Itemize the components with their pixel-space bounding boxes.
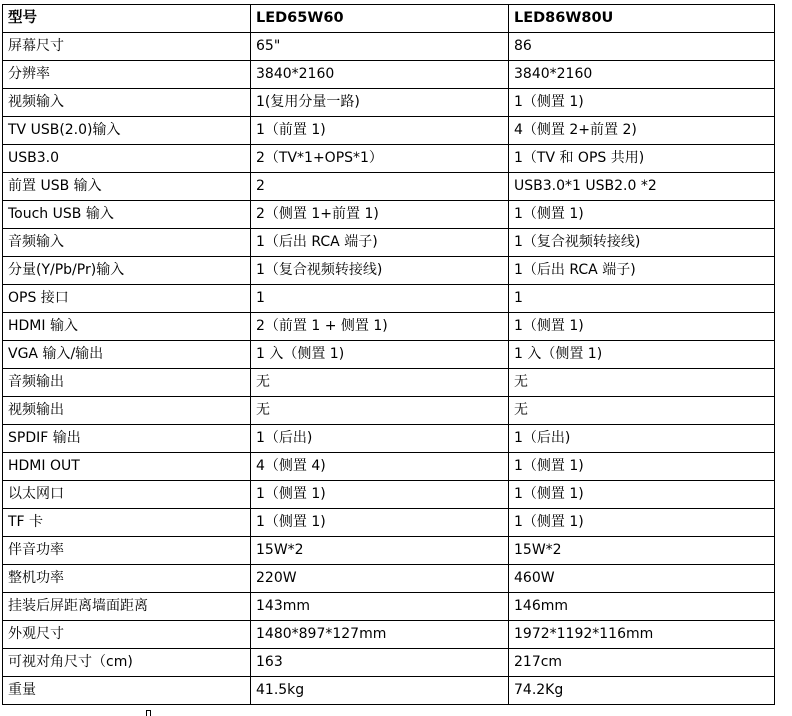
led86w80u-value-cell: 1（复合视频转接线) <box>509 229 775 257</box>
led65w60-value-cell: 4（侧置 4) <box>251 453 509 481</box>
spec-label-cell: 挂装后屏距离墙面距离 <box>3 593 251 621</box>
table-row <box>3 257 775 285</box>
table-row <box>3 285 775 313</box>
led86w80u-value-cell: 无 <box>509 369 775 397</box>
spec-label-cell: TF 卡 <box>3 509 251 537</box>
led86w80u-value-cell: 15W*2 <box>509 537 775 565</box>
led86w80u-value-cell: 1（后出) <box>509 425 775 453</box>
spec-label-cell: 外观尺寸 <box>3 621 251 649</box>
table-row <box>3 201 775 229</box>
spec-label-cell: 前置 USB 输入 <box>3 173 251 201</box>
spec-label-cell: OPS 接口 <box>3 285 251 313</box>
table-row <box>3 397 775 425</box>
led86w80u-value-cell: 无 <box>509 397 775 425</box>
header-cell-model: 型号 <box>3 5 251 33</box>
table-row <box>3 89 775 117</box>
led86w80u-value-cell: 1 入（侧置 1) <box>509 341 775 369</box>
table-row <box>3 173 775 201</box>
led86w80u-value-cell: USB3.0*1 USB2.0 *2 <box>509 173 775 201</box>
led65w60-value-cell: 1（后出 RCA 端子) <box>251 229 509 257</box>
led65w60-value-cell: 无 <box>251 397 509 425</box>
led86w80u-value-cell: 460W <box>509 565 775 593</box>
text-cursor-mark <box>146 710 151 716</box>
led65w60-value-cell: 220W <box>251 565 509 593</box>
table-row <box>3 341 775 369</box>
spec-label-cell: HDMI 输入 <box>3 313 251 341</box>
spec-label-cell: 屏幕尺寸 <box>3 33 251 61</box>
led65w60-value-cell: 1（前置 1) <box>251 117 509 145</box>
led65w60-value-cell: 3840*2160 <box>251 61 509 89</box>
led65w60-value-cell: 1（侧置 1) <box>251 481 509 509</box>
spec-label-cell: HDMI OUT <box>3 453 251 481</box>
led86w80u-value-cell: 1（侧置 1) <box>509 201 775 229</box>
header-cell-led86w80u: LED86W80U <box>509 5 775 33</box>
led65w60-value-cell: 2（侧置 1+前置 1) <box>251 201 509 229</box>
led86w80u-value-cell: 1（侧置 1) <box>509 453 775 481</box>
led86w80u-value-cell: 1（侧置 1) <box>509 313 775 341</box>
table-body <box>3 33 775 705</box>
led65w60-value-cell: 1(复用分量一路) <box>251 89 509 117</box>
spec-label-cell: 音频输入 <box>3 229 251 257</box>
led65w60-value-cell: 2 <box>251 173 509 201</box>
spec-label-cell: Touch USB 输入 <box>3 201 251 229</box>
table-row <box>3 453 775 481</box>
spec-label-cell: TV USB(2.0)输入 <box>3 117 251 145</box>
table-row <box>3 649 775 677</box>
led86w80u-value-cell: 217cm <box>509 649 775 677</box>
led86w80u-value-cell: 4（侧置 2+前置 2) <box>509 117 775 145</box>
spec-label-cell: 伴音功率 <box>3 537 251 565</box>
led65w60-value-cell: 143mm <box>251 593 509 621</box>
table-row <box>3 145 775 173</box>
table-row <box>3 509 775 537</box>
table-row <box>3 481 775 509</box>
spec-label-cell: 视频输入 <box>3 89 251 117</box>
table-header-row <box>3 5 775 33</box>
spec-label-cell: 重量 <box>3 677 251 705</box>
led65w60-value-cell: 2（TV*1+OPS*1） <box>251 145 509 173</box>
spec-label-cell: 音频输出 <box>3 369 251 397</box>
led65w60-value-cell: 1480*897*127mm <box>251 621 509 649</box>
led86w80u-value-cell: 1（后出 RCA 端子) <box>509 257 775 285</box>
led65w60-value-cell: 1 入（侧置 1) <box>251 341 509 369</box>
spec-label-cell: SPDIF 输出 <box>3 425 251 453</box>
led65w60-value-cell: 41.5kg <box>251 677 509 705</box>
led65w60-value-cell: 1（侧置 1) <box>251 509 509 537</box>
led86w80u-value-cell: 1（侧置 1) <box>509 509 775 537</box>
spec-label-cell: 以太网口 <box>3 481 251 509</box>
led65w60-value-cell: 2（前置 1 + 侧置 1) <box>251 313 509 341</box>
spec-label-cell: 视频输出 <box>3 397 251 425</box>
led65w60-value-cell: 15W*2 <box>251 537 509 565</box>
table-row <box>3 537 775 565</box>
led65w60-value-cell: 1（后出) <box>251 425 509 453</box>
led65w60-value-cell: 无 <box>251 369 509 397</box>
table-row <box>3 369 775 397</box>
led65w60-value-cell: 1 <box>251 285 509 313</box>
led86w80u-value-cell: 1（侧置 1) <box>509 89 775 117</box>
spec-label-cell: VGA 输入/输出 <box>3 341 251 369</box>
table-row <box>3 425 775 453</box>
spec-comparison-table <box>2 4 775 705</box>
led86w80u-value-cell: 3840*2160 <box>509 61 775 89</box>
table-row <box>3 61 775 89</box>
led86w80u-value-cell: 1 <box>509 285 775 313</box>
table-row <box>3 229 775 257</box>
led65w60-value-cell: 163 <box>251 649 509 677</box>
spec-label-cell: 分量(Y/Pb/Pr)输入 <box>3 257 251 285</box>
spec-label-cell: 分辨率 <box>3 61 251 89</box>
spec-label-cell: USB3.0 <box>3 145 251 173</box>
table-row <box>3 593 775 621</box>
table-row <box>3 565 775 593</box>
led86w80u-value-cell: 1972*1192*116mm <box>509 621 775 649</box>
led86w80u-value-cell: 74.2Kg <box>509 677 775 705</box>
table-row <box>3 117 775 145</box>
led86w80u-value-cell: 1（TV 和 OPS 共用) <box>509 145 775 173</box>
table-row <box>3 621 775 649</box>
table-row <box>3 33 775 61</box>
led65w60-value-cell: 1（复合视频转接线) <box>251 257 509 285</box>
table-row <box>3 313 775 341</box>
led86w80u-value-cell: 146mm <box>509 593 775 621</box>
led86w80u-value-cell: 86 <box>509 33 775 61</box>
header-cell-led65w60: LED65W60 <box>251 5 509 33</box>
led65w60-value-cell: 65" <box>251 33 509 61</box>
spec-label-cell: 整机功率 <box>3 565 251 593</box>
led86w80u-value-cell: 1（侧置 1) <box>509 481 775 509</box>
table-row <box>3 677 775 705</box>
spec-label-cell: 可视对角尺寸（cm) <box>3 649 251 677</box>
